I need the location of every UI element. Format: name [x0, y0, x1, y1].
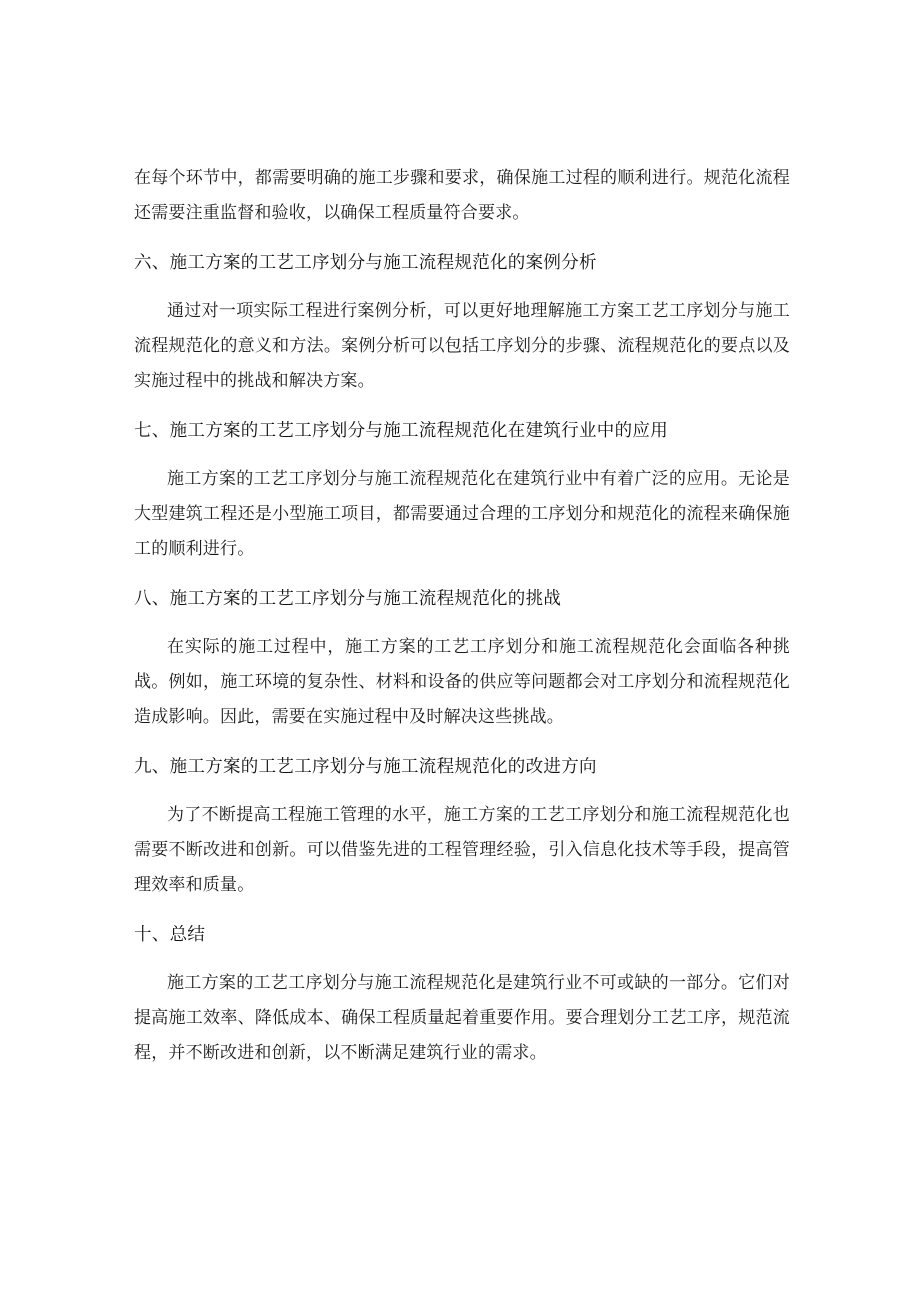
spacer	[134, 567, 790, 582]
section-8-body: 在实际的施工过程中，施工方案的工艺工序划分和施工流程规范化会面临各种挑战。例如，施工环境的复杂性、材料和设备的供应等问题都会对工序划分和流程规范化造成影响。因此，需要在实施过程中及时解决这些挑战。	[134, 637, 790, 727]
document-page	[134, 161, 790, 1071]
section-9-heading: 九、施工方案的工艺工序划分与施工流程规范化的改进方向	[134, 757, 597, 777]
section-7-heading: 七、施工方案的工艺工序划分与施工流程规范化在建筑行业中的应用	[134, 421, 668, 441]
spacer	[134, 617, 790, 630]
spacer	[134, 399, 790, 414]
section-9-body: 为了不断提高工程施工管理的水平，施工方案的工艺工序划分和施工流程规范化也需要不断改进和创新。可以借鉴先进的工程管理经验，引入信息化技术等手段，提高管理效率和质量。	[134, 805, 790, 895]
section-10-body: 施工方案的工艺工序划分与施工流程规范化是建筑行业不可或缺的一部分。它们对提高施工效率、降低成本、确保工程质量起着重要作用。要合理划分工艺工序，规范流程，并不断改进和创新，以不断满足建筑行业的需求。	[134, 973, 790, 1063]
spacer	[134, 785, 790, 798]
spacer	[134, 735, 790, 750]
spacer	[134, 231, 790, 246]
section-6-heading: 六、施工方案的工艺工序划分与施工流程规范化的案例分析	[134, 253, 597, 273]
section-10-heading: 十、总结	[134, 925, 206, 945]
spacer	[134, 953, 790, 966]
spacer	[134, 281, 790, 294]
spacer	[134, 903, 790, 918]
section-6-body: 通过对一项实际工程进行案例分析，可以更好地理解施工方案工艺工序划分与施工流程规范化的意义和方法。案例分析可以包括工序划分的步骤、流程规范化的要点以及实施过程中的挑战和解决方案。	[134, 301, 790, 391]
section-7-body: 施工方案的工艺工序划分与施工流程规范化在建筑行业中有着广泛的应用。无论是大型建筑工程还是小型施工项目，都需要通过合理的工序划分和规范化的流程来确保施工的顺利进行。	[134, 469, 790, 559]
section-8-heading: 八、施工方案的工艺工序划分与施工流程规范化的挑战	[134, 589, 562, 609]
spacer	[134, 449, 790, 462]
intro-paragraph: 在每个环节中，都需要明确的施工步骤和要求，确保施工过程的顺利进行。规范化流程还需要注重监督和验收，以确保工程质量符合要求。	[134, 168, 790, 223]
